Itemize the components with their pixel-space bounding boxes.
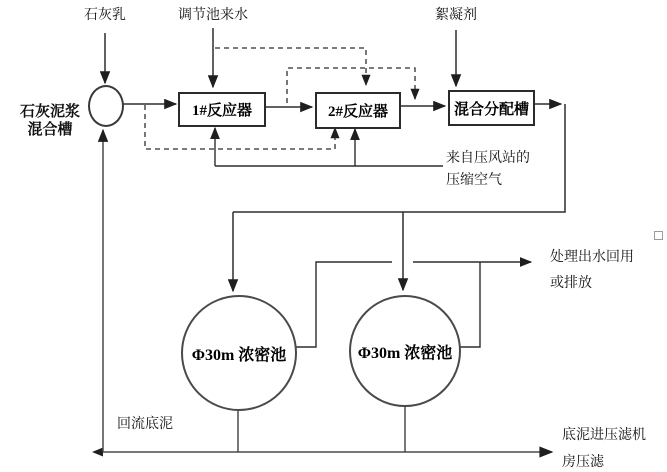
thickener2-circle xyxy=(349,295,461,407)
sludge-out-label-line2: 房压滤 xyxy=(562,455,604,470)
distribution-tank-label: 混合分配槽 xyxy=(453,101,529,118)
flocculant-label: 絮凝剂 xyxy=(435,8,477,23)
treated-water-label-line2: 或排放 xyxy=(550,276,592,291)
reactor2-label: 2#反应器 xyxy=(327,104,388,120)
mixing-tank-label xyxy=(15,103,85,139)
mixing-tank-ellipse xyxy=(88,85,124,127)
sludge-out-label-line1: 底泥进压滤机 xyxy=(562,428,646,443)
thickener1-circle xyxy=(181,295,297,411)
arrowhead-sludge-return-left xyxy=(92,448,103,457)
compressed-air-label-line1: 来自压风站的 xyxy=(446,151,530,166)
treated-water-label-line1: 处理出水回用 xyxy=(550,250,634,265)
reactor1-box xyxy=(178,92,266,127)
distribution-tank-box xyxy=(448,90,535,126)
mixing-tank-label-line2: 混合槽 xyxy=(27,122,73,138)
return-sludge-label: 回流底泥 xyxy=(117,417,173,432)
regulating-tank-inflow-label: 调节池来水 xyxy=(178,8,248,23)
compressed-air-label-line2: 压缩空气 xyxy=(446,173,502,188)
reactor1-label: 1#反应器 xyxy=(191,103,252,119)
thickener1-label: Φ30m 浓密池 xyxy=(191,346,287,364)
mixing-tank-label-line1: 石灰泥浆 xyxy=(19,104,80,120)
line-overflow-thickener2 xyxy=(456,262,480,347)
thickener2-label: Φ30m 浓密池 xyxy=(357,344,453,362)
stray-square-artifact xyxy=(654,231,663,240)
lime-milk-label: 石灰乳 xyxy=(84,8,126,23)
reactor2-box xyxy=(315,92,401,129)
dashed-inflow-bypass-to-reactor2 xyxy=(215,48,366,85)
